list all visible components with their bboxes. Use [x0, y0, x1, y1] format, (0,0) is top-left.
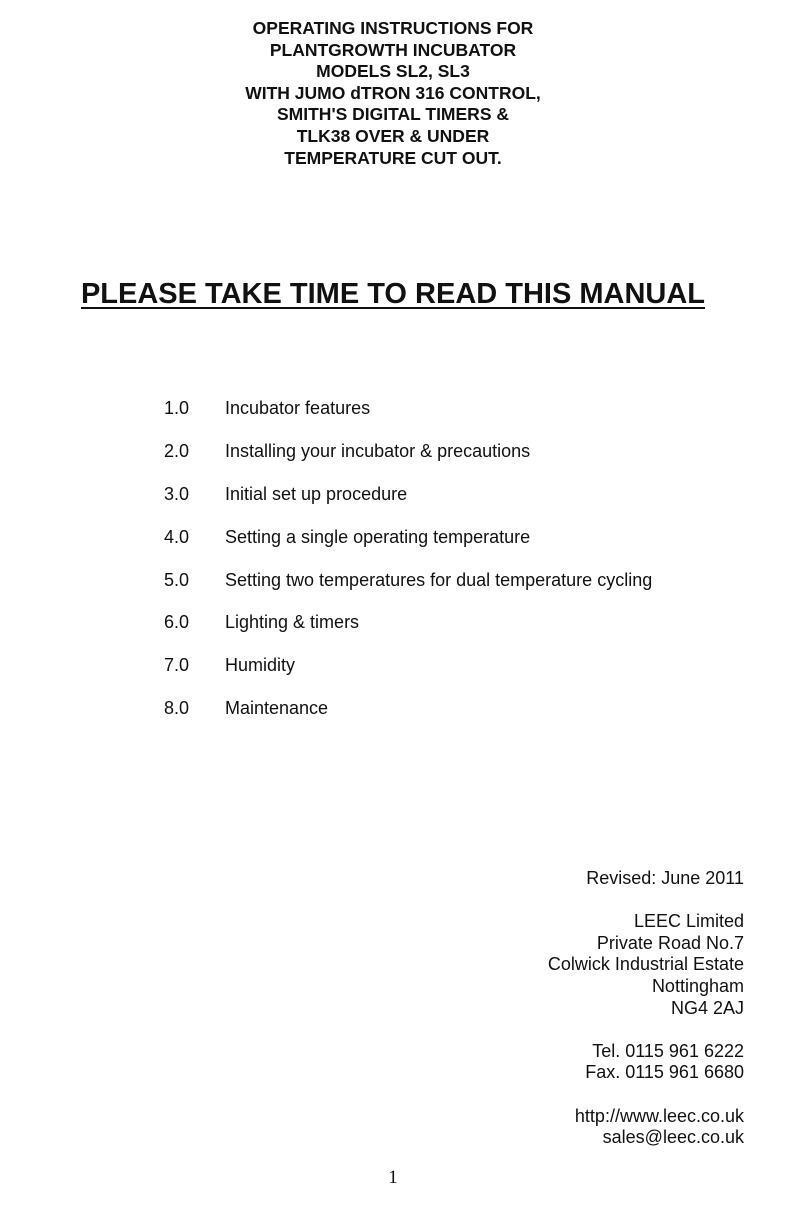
title-line: OPERATING INSTRUCTIONS FOR — [252, 18, 534, 38]
address-line: Nottingham — [651, 975, 744, 996]
address-line: NG4 2AJ — [670, 997, 744, 1018]
telephone: Tel. 0115 961 6222 — [592, 1040, 744, 1061]
toc-number: 1.0 — [164, 398, 190, 418]
toc-item — [164, 439, 764, 482]
company-name: LEEC Limited — [633, 911, 744, 932]
email: sales@leec.co.uk — [602, 1127, 744, 1148]
toc-item — [164, 568, 764, 611]
page-number: 1 — [388, 1167, 398, 1188]
title-line: TLK38 OVER & UNDER — [296, 125, 490, 146]
title-line: PLANTGROWTH INCUBATOR — [269, 39, 517, 60]
toc-label: Lighting & timers — [225, 612, 360, 633]
document-title — [0, 18, 786, 169]
toc-label: Humidity — [225, 655, 296, 676]
read-manual-headline: PLEASE TAKE TIME TO READ THIS MANUAL — [80, 278, 706, 310]
contact-block — [548, 868, 744, 1149]
toc-item — [164, 653, 764, 696]
toc-number: 3.0 — [164, 483, 190, 504]
toc-label: Initial set up procedure — [225, 483, 408, 504]
toc-item — [164, 610, 764, 653]
title-line: MODELS SL2, SL3 — [316, 61, 470, 82]
toc-number: 2.0 — [164, 440, 190, 461]
title-line: WITH JUMO dTRON 316 CONTROL, — [245, 82, 541, 103]
toc-label: Setting a single operating temperature — [225, 526, 531, 547]
toc-number: 4.0 — [164, 526, 190, 547]
revision-date: Revised: June 2011 — [586, 868, 744, 888]
toc-number: 5.0 — [164, 569, 190, 590]
toc-label: Maintenance — [225, 698, 329, 719]
toc-item — [164, 482, 764, 525]
table-of-contents — [164, 396, 764, 739]
title-line: SMITH'S DIGITAL TIMERS & — [277, 104, 509, 125]
toc-label: Installing your incubator & precautions — [225, 440, 531, 461]
toc-item — [164, 696, 764, 739]
address-line: Private Road No.7 — [596, 932, 744, 953]
fax: Fax. 0115 961 6680 — [585, 1062, 744, 1083]
title-line: TEMPERATURE CUT OUT. — [284, 147, 502, 168]
toc-label: Incubator features — [225, 398, 371, 418]
website: http://www.leec.co.uk — [574, 1105, 744, 1126]
toc-label: Setting two temperatures for dual temperature cycling — [225, 569, 653, 590]
toc-number: 7.0 — [164, 655, 190, 676]
toc-item — [164, 525, 764, 568]
toc-number: 8.0 — [164, 698, 190, 719]
toc-item — [164, 396, 764, 439]
address-line: Colwick Industrial Estate — [547, 954, 744, 975]
toc-number: 6.0 — [164, 612, 190, 633]
